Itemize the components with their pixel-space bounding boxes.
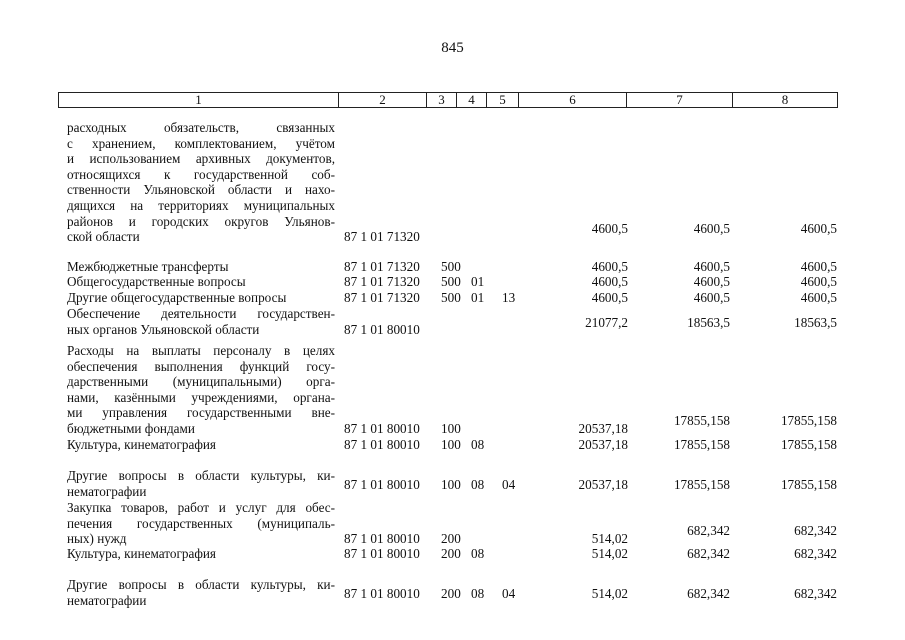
section: 08	[471, 546, 485, 561]
budget-code: 87 1 01 71320	[344, 229, 420, 245]
description-line: расходных обязательств, связанных	[67, 120, 335, 135]
description-line: Расходы на выплаты персоналу в целях	[67, 343, 335, 358]
value-col-6: 514,02	[591, 546, 628, 561]
description-line: дящихся на территориях муниципальных	[67, 197, 335, 213]
expense-type: 200	[441, 546, 461, 561]
row-description	[67, 437, 335, 453]
budget-code: 87 1 01 80010	[344, 437, 420, 452]
header-col-5: 5	[487, 93, 519, 107]
header-col-7: 7	[627, 93, 733, 107]
value-col-6: 4600,5	[591, 274, 628, 289]
description-line: ми управления государственными вне-	[67, 405, 335, 421]
subsection: 04	[502, 476, 516, 492]
value-col-6: 21077,2	[585, 314, 628, 330]
description-line: относящихся к государственной соб-	[67, 166, 335, 182]
row-description	[67, 546, 335, 562]
description-line: Культура, кинематография	[67, 437, 216, 452]
description-line: Другие общегосударственные вопросы	[67, 290, 287, 305]
row-description	[67, 306, 335, 337]
value-col-6: 4600,5	[591, 259, 628, 274]
description-line: с хранением, комплектованием, учётом	[67, 135, 335, 151]
budget-code: 87 1 01 71320	[344, 259, 420, 274]
description-line: и использованием архивных документов,	[67, 151, 335, 167]
value-col-7: 17855,158	[673, 413, 730, 428]
description-line: нами, казёнными учреждениями, органа-	[67, 389, 335, 405]
description-line: Культура, кинематография	[67, 546, 216, 561]
section: 01	[471, 290, 485, 305]
description-line: Закупка товаров, работ и услуг для обес-	[67, 500, 335, 515]
description-line: бюджетными фондами	[67, 420, 195, 436]
budget-code: 87 1 01 71320	[344, 290, 420, 305]
header-col-2: 2	[339, 93, 427, 107]
expense-type: 200	[441, 531, 461, 547]
value-col-8: 17855,158	[780, 476, 837, 492]
page-number: 845	[441, 40, 464, 56]
value-col-7: 17855,158	[673, 476, 730, 492]
value-col-6: 4600,5	[591, 290, 628, 305]
value-col-7: 682,342	[687, 546, 730, 561]
value-col-8: 682,342	[794, 546, 837, 561]
header-col-3: 3	[427, 93, 457, 107]
value-col-6: 20537,18	[578, 437, 628, 452]
description-line: Другие вопросы в области культуры, ки-	[67, 577, 335, 592]
description-line: Другие вопросы в области культуры, ки-	[67, 468, 335, 483]
expense-type: 100	[441, 421, 461, 436]
expense-type: 100	[441, 476, 461, 492]
value-col-8: 4600,5	[800, 221, 837, 237]
description-line: районов и городских округов Ульянов-	[67, 213, 335, 229]
value-col-8: 4600,5	[800, 274, 837, 289]
description-line: обеспечения выполнения функций госу-	[67, 358, 335, 374]
expense-type: 500	[441, 290, 461, 305]
subsection: 13	[502, 290, 516, 305]
section: 08	[471, 437, 485, 452]
value-col-8: 4600,5	[800, 259, 837, 274]
description-line: ных) нужд	[67, 531, 127, 547]
budget-code: 87 1 01 80010	[344, 421, 420, 436]
budget-code: 87 1 01 80010	[344, 531, 420, 547]
value-col-8: 682,342	[794, 523, 837, 539]
description-line: Обеспечение деятельности государствен-	[67, 306, 335, 321]
value-col-7: 4600,5	[693, 221, 730, 237]
value-col-8: 18563,5	[794, 314, 837, 330]
value-col-7: 682,342	[687, 585, 730, 601]
value-col-6: 20537,18	[578, 476, 628, 492]
row-description	[67, 259, 335, 275]
value-col-6: 20537,18	[578, 421, 628, 436]
header-col-4: 4	[457, 93, 487, 107]
budget-code: 87 1 01 80010	[344, 321, 420, 337]
budget-code: 87 1 01 80010	[344, 546, 420, 561]
row-description	[67, 120, 335, 245]
budget-code: 87 1 01 80010	[344, 585, 420, 601]
row-description	[67, 468, 335, 499]
header-col-6: 6	[519, 93, 627, 107]
value-col-6: 4600,5	[591, 221, 628, 237]
description-line: Межбюджетные трансферты	[67, 259, 229, 274]
section: 01	[471, 274, 485, 289]
section: 08	[471, 585, 485, 601]
value-col-8: 4600,5	[800, 290, 837, 305]
budget-code: 87 1 01 80010	[344, 476, 420, 492]
value-col-7: 4600,5	[693, 290, 730, 305]
budget-code: 87 1 01 71320	[344, 274, 420, 289]
value-col-7: 18563,5	[687, 314, 730, 330]
row-description	[67, 500, 335, 547]
description-line: нематографии	[67, 483, 147, 499]
value-col-7: 682,342	[687, 523, 730, 539]
value-col-8: 17855,158	[780, 413, 837, 428]
description-line: ской области	[67, 229, 140, 245]
value-col-7: 17855,158	[673, 437, 730, 452]
expense-type: 500	[441, 259, 461, 274]
row-description	[67, 577, 335, 608]
section: 08	[471, 476, 485, 492]
description-line: печения государственных (муниципаль-	[67, 515, 335, 531]
expense-type: 500	[441, 274, 461, 289]
description-line: Общегосударственные вопросы	[67, 274, 246, 289]
expense-type: 100	[441, 437, 461, 452]
row-description	[67, 343, 335, 437]
value-col-8: 17855,158	[780, 437, 837, 452]
value-col-6: 514,02	[591, 585, 628, 601]
value-col-7: 4600,5	[693, 274, 730, 289]
header-col-8: 8	[781, 92, 789, 107]
row-description	[67, 290, 335, 306]
header-col-1: 1	[59, 93, 339, 107]
subsection: 04	[502, 585, 516, 601]
expense-type: 200	[441, 585, 461, 601]
description-line: ственности Ульяновской области и нахо-	[67, 182, 335, 198]
description-line: нематографии	[67, 592, 147, 608]
description-line: ных органов Ульяновской области	[67, 321, 260, 337]
value-col-7: 4600,5	[693, 259, 730, 274]
value-col-6: 514,02	[591, 531, 628, 547]
description-line: дарственными (муниципальными) орга-	[67, 374, 335, 390]
value-col-8: 682,342	[794, 585, 837, 601]
row-description	[67, 274, 335, 290]
